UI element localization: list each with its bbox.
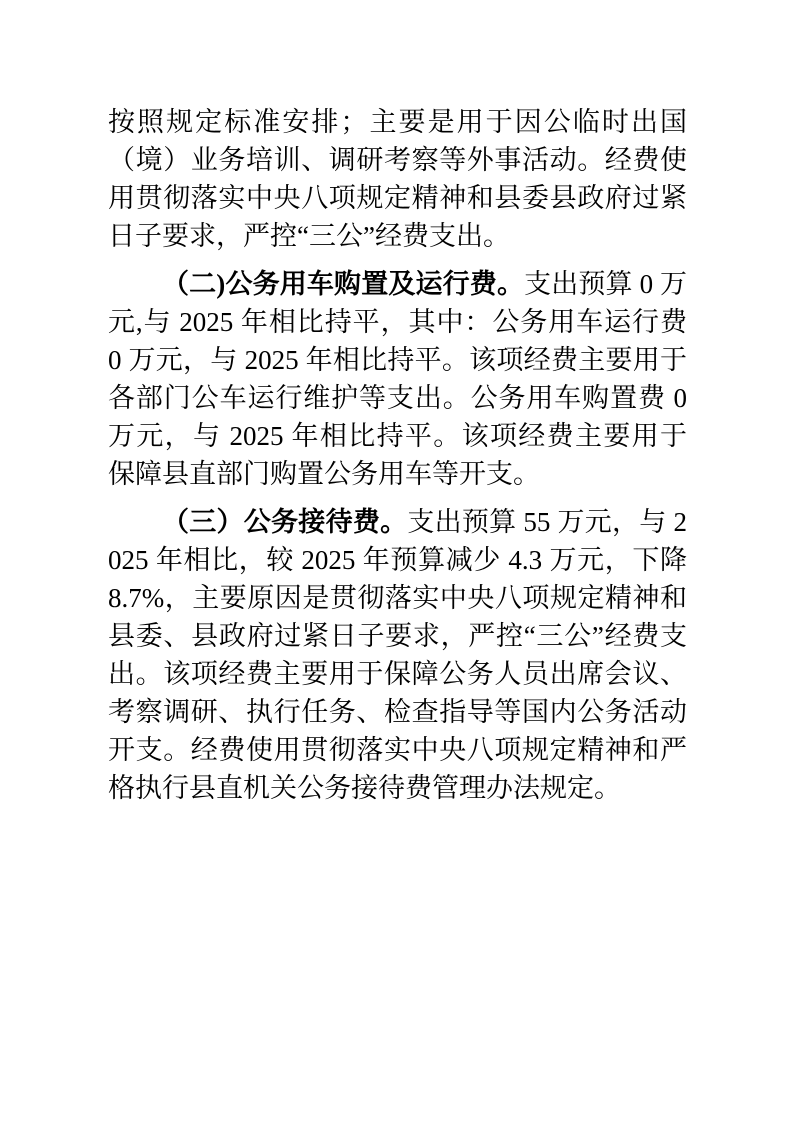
paragraph-lead: （二)公务用车购置及运行费。 (162, 269, 525, 299)
paragraph-reception-expense (108, 503, 687, 807)
paragraph-text: 按照规定标准安排；主要是用于因公临时出国（境）业务培训、调研考察等外事活动。经费使用贯彻落实中央八项规定精神和县委县政府过紧日子要求，严控“三公”经费支出。 (108, 107, 687, 251)
paragraph-vehicle-expense (108, 265, 687, 493)
paragraph-text: 支出预算 0 万元,与 2025 年相比持平，其中：公务用车运行费 0 万元，与 2025 年相比持平。该项经费主要用于各部门公车运行维护等支出。公务用车购置费 0 万元，与 2025 年相比持平。该项经费主要用于保障县直部门购置公务用车等开支。 (108, 269, 687, 489)
paragraph-lead: （三）公务接待费。 (162, 507, 408, 537)
paragraph-text: 支出预算 55 万元，与 2025 年相比，较 2025 年预算减少 4.3 万元，下降 8.7%，主要原因是贯彻落实中央八项规定精神和县委、县政府过紧日子要求，严控“三公”经费支出。该项经费主要用于保障公务人员出席会议、考察调研、执行任务、检查指导等国内公务活动开支。经费使用贯彻落实中央八项规定精神和严格执行县直机关公务接待费管理办法规定。 (108, 507, 688, 803)
paragraph-continuation (108, 103, 687, 255)
